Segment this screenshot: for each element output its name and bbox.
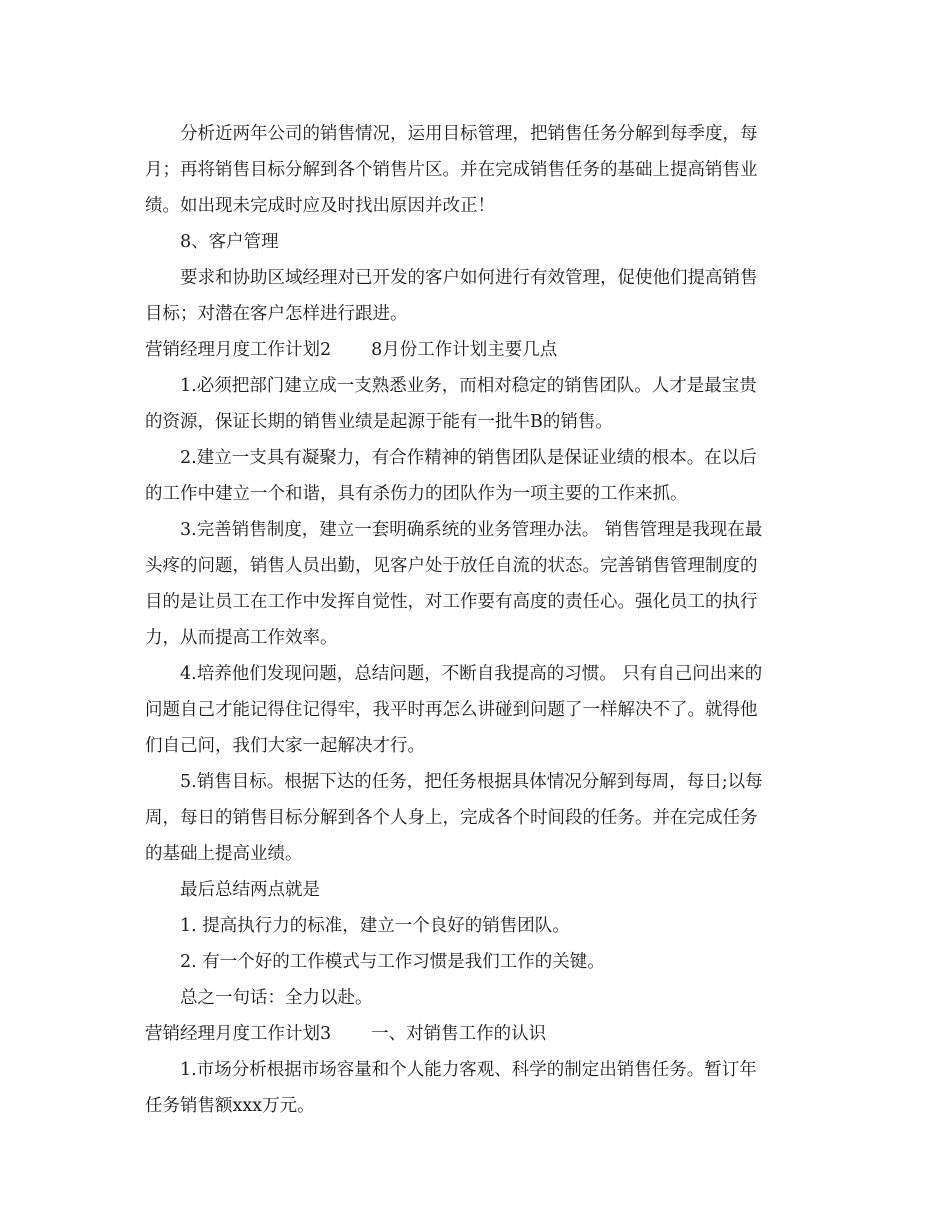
plan-title: 营销经理月度工作计划2 — [145, 340, 332, 360]
plan-subtitle: 一、对销售工作的认识 — [371, 1024, 547, 1044]
paragraph-line — [145, 260, 810, 296]
paragraph-line — [145, 872, 810, 908]
text-line: 4.培养他们发现问题，总结问题，不断自我提高的习惯。 只有自己问出来的 — [180, 664, 763, 684]
paragraph-line — [145, 728, 810, 764]
text-line: 5.销售目标。根据下达的任务，把任务根据具体情况分解到每周，每日;以每 — [180, 772, 763, 792]
text-line: 们自己问，我们大家一起解决才行。 — [145, 736, 425, 756]
text-line: 力，从而提高工作效率。 — [145, 628, 338, 648]
text-line: 目标；对潜在客户怎样进行跟进。 — [145, 304, 408, 324]
section-heading — [145, 224, 810, 260]
plan-subtitle: 8月份工作计划主要几点 — [371, 340, 558, 360]
paragraph-line — [145, 800, 810, 836]
paragraph-line — [145, 656, 810, 692]
text-line: 2.建立一支具有凝聚力，有合作精神的销售团队是保证业绩的根本。在以后 — [180, 448, 757, 468]
text-line: 的基础上提高业绩。 — [145, 844, 303, 864]
paragraph-line — [145, 692, 810, 728]
paragraph-line — [145, 116, 810, 152]
text-line: 月；再将销售目标分解到各个销售片区。并在完成销售任务的基础上提高销售业 — [145, 160, 758, 180]
text-line: 绩。如出现未完成时应及时找出原因并改正！ — [145, 196, 495, 216]
paragraph-line — [145, 584, 810, 620]
text-line: 周，每日的销售目标分解到各个人身上，完成各个时间段的任务。并在完成任务 — [145, 808, 758, 828]
text-line: 1.市场分析根据市场容量和个人能力客观、科学的制定出销售任务。暂订年 — [180, 1060, 757, 1080]
plan-title: 营销经理月度工作计划3 — [145, 1024, 332, 1044]
paragraph-line — [145, 764, 810, 800]
paragraph-line — [145, 980, 810, 1016]
list-item-text: 1. 提高执行力的标准，建立一个良好的销售团队。 — [180, 916, 570, 936]
paragraph-line — [145, 440, 810, 476]
paragraph-line — [145, 296, 810, 332]
text-line: 最后总结两点就是 — [180, 880, 320, 900]
paragraph-line — [145, 836, 810, 872]
plan-heading — [145, 332, 810, 368]
document-body — [145, 116, 810, 1124]
text-line: 总之一句话：全力以赴。 — [180, 988, 373, 1008]
text-line: 要求和协助区域经理对已开发的客户如何进行有效管理，促使他们提高销售 — [180, 268, 758, 288]
paragraph-line — [145, 368, 810, 404]
list-item — [145, 908, 810, 944]
plan-heading — [145, 1016, 810, 1052]
text-line: 分析近两年公司的销售情况，运用目标管理，把销售任务分解到每季度，每 — [180, 124, 758, 144]
paragraph-line — [145, 548, 810, 584]
text-line: 头疼的问题，销售人员出勤，见客户处于放任自流的状态。完善销售管理制度的 — [145, 556, 758, 576]
paragraph-line — [145, 188, 810, 224]
text-line: 的资源，保证长期的销售业绩是起源于能有一批牛B的销售。 — [145, 412, 613, 432]
paragraph-line — [145, 404, 810, 440]
text-line: 的工作中建立一个和谐，具有杀伤力的团队作为一项主要的工作来抓。 — [145, 484, 688, 504]
text-line: 任务销售额xxx万元。 — [145, 1096, 315, 1116]
paragraph-line — [145, 1088, 810, 1124]
paragraph-line — [145, 620, 810, 656]
paragraph-line — [145, 152, 810, 188]
list-item — [145, 944, 810, 980]
text-line: 3.完善销售制度，建立一套明确系统的业务管理办法。 销售管理是我现在最 — [180, 520, 763, 540]
list-item-text: 2. 有一个好的工作模式与工作习惯是我们工作的关键。 — [180, 952, 605, 972]
text-line: 问题自己才能记得住记得牢，我平时再怎么讲碰到问题了一样解决不了。就得他 — [145, 700, 758, 720]
section-heading-text: 8、客户管理 — [180, 232, 279, 252]
text-line: 1.必须把部门建立成一支熟悉业务，而相对稳定的销售团队。人才是最宝贵 — [180, 376, 757, 396]
paragraph-line — [145, 476, 810, 512]
paragraph-line — [145, 1052, 810, 1088]
paragraph-line — [145, 512, 810, 548]
text-line: 目的是让员工在工作中发挥自觉性，对工作要有高度的责任心。强化员工的执行 — [145, 592, 758, 612]
